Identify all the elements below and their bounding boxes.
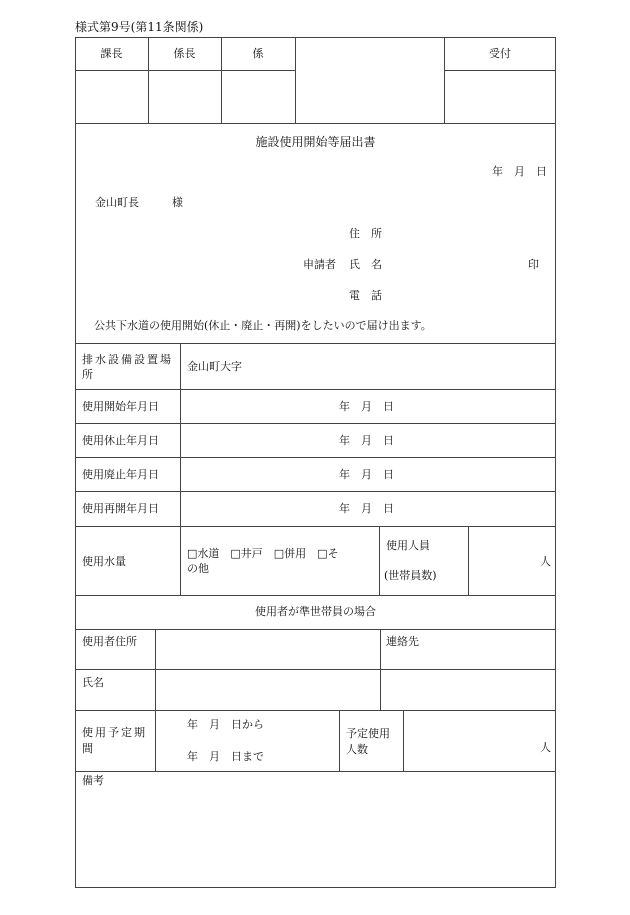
start-date-value: 年 月 日	[339, 400, 394, 413]
user-address-label: 使用者住所	[82, 635, 137, 648]
abolish-date-label: 使用廃止年月日	[82, 468, 159, 481]
quasi-label-column-line	[155, 629, 156, 771]
resume-date-label: 使用再開年月日	[82, 502, 159, 515]
addressee: 金山町長 様	[95, 196, 183, 209]
form-title: 施設使用開始等届出書	[255, 135, 376, 149]
user-name-label: 氏名	[82, 676, 104, 689]
approval-divider	[295, 37, 296, 123]
row-line	[75, 710, 556, 711]
period-from: 年 月 日から	[187, 718, 264, 731]
row-line	[75, 343, 556, 344]
form-frame	[75, 37, 556, 888]
planned-persons-label: 予定使用人数	[346, 727, 390, 756]
persons-label: 使用人員	[386, 539, 430, 552]
row-line	[75, 771, 556, 772]
suspend-date-label: 使用休止年月日	[82, 434, 159, 447]
label-column-line	[180, 343, 181, 595]
quasi-heading: 使用者が準世帯員の場合	[255, 605, 376, 618]
location-label: 排水設備設置場所	[82, 353, 173, 381]
start-date-label: 使用開始年月日	[82, 400, 159, 413]
water-divider	[468, 526, 469, 595]
water-source-options-cont: の他	[187, 562, 209, 575]
kakari-label: 係	[252, 47, 264, 60]
kakaricho-label: 係長	[173, 47, 196, 60]
persons-unit: 人	[540, 555, 551, 568]
row-line	[75, 669, 556, 670]
row-line	[75, 595, 556, 596]
row-line	[75, 526, 556, 527]
date-line: 年 月 日	[492, 165, 547, 178]
section-line	[75, 123, 556, 124]
applicant-label: 申請者	[303, 258, 336, 271]
row-line	[75, 457, 556, 458]
period-label: 使用予定期間	[82, 726, 147, 755]
approval-header-line	[75, 70, 295, 71]
seal-mark: 印	[528, 258, 539, 271]
reception-label: 受付	[489, 47, 511, 60]
reception-header-line	[444, 70, 556, 71]
household-label: (世帯員数)	[384, 569, 437, 582]
water-volume-label: 使用水量	[82, 555, 126, 568]
abolish-date-value: 年 月 日	[339, 468, 394, 481]
location-value: 金山町大字	[187, 360, 242, 373]
row-line	[75, 491, 556, 492]
resume-date-value: 年 月 日	[339, 502, 394, 515]
applicant-phone-label: 電 話	[349, 289, 382, 302]
form-reference: 様式第9号(第11条関係)	[75, 20, 204, 34]
row-line	[75, 389, 556, 390]
kacho-label: 課長	[100, 47, 123, 60]
notice-text: 公共下水道の使用開始(休止・廃止・再開)をしたいので届け出ます。	[94, 319, 432, 332]
planned-persons-unit: 人	[540, 741, 551, 754]
row-line	[75, 423, 556, 424]
remarks-label: 備考	[82, 774, 104, 787]
applicant-address-label: 住 所	[349, 227, 382, 240]
contact-label: 連絡先	[386, 635, 419, 648]
suspend-date-value: 年 月 日	[339, 434, 394, 447]
water-divider	[379, 526, 380, 595]
period-divider	[339, 710, 340, 771]
water-source-options: □水道 □井戸 □併用 □そ	[187, 547, 339, 560]
planned-divider	[403, 710, 404, 771]
row-line	[75, 629, 556, 630]
period-to: 年 月 日まで	[187, 750, 264, 763]
applicant-name-label: 氏 名	[349, 258, 382, 271]
